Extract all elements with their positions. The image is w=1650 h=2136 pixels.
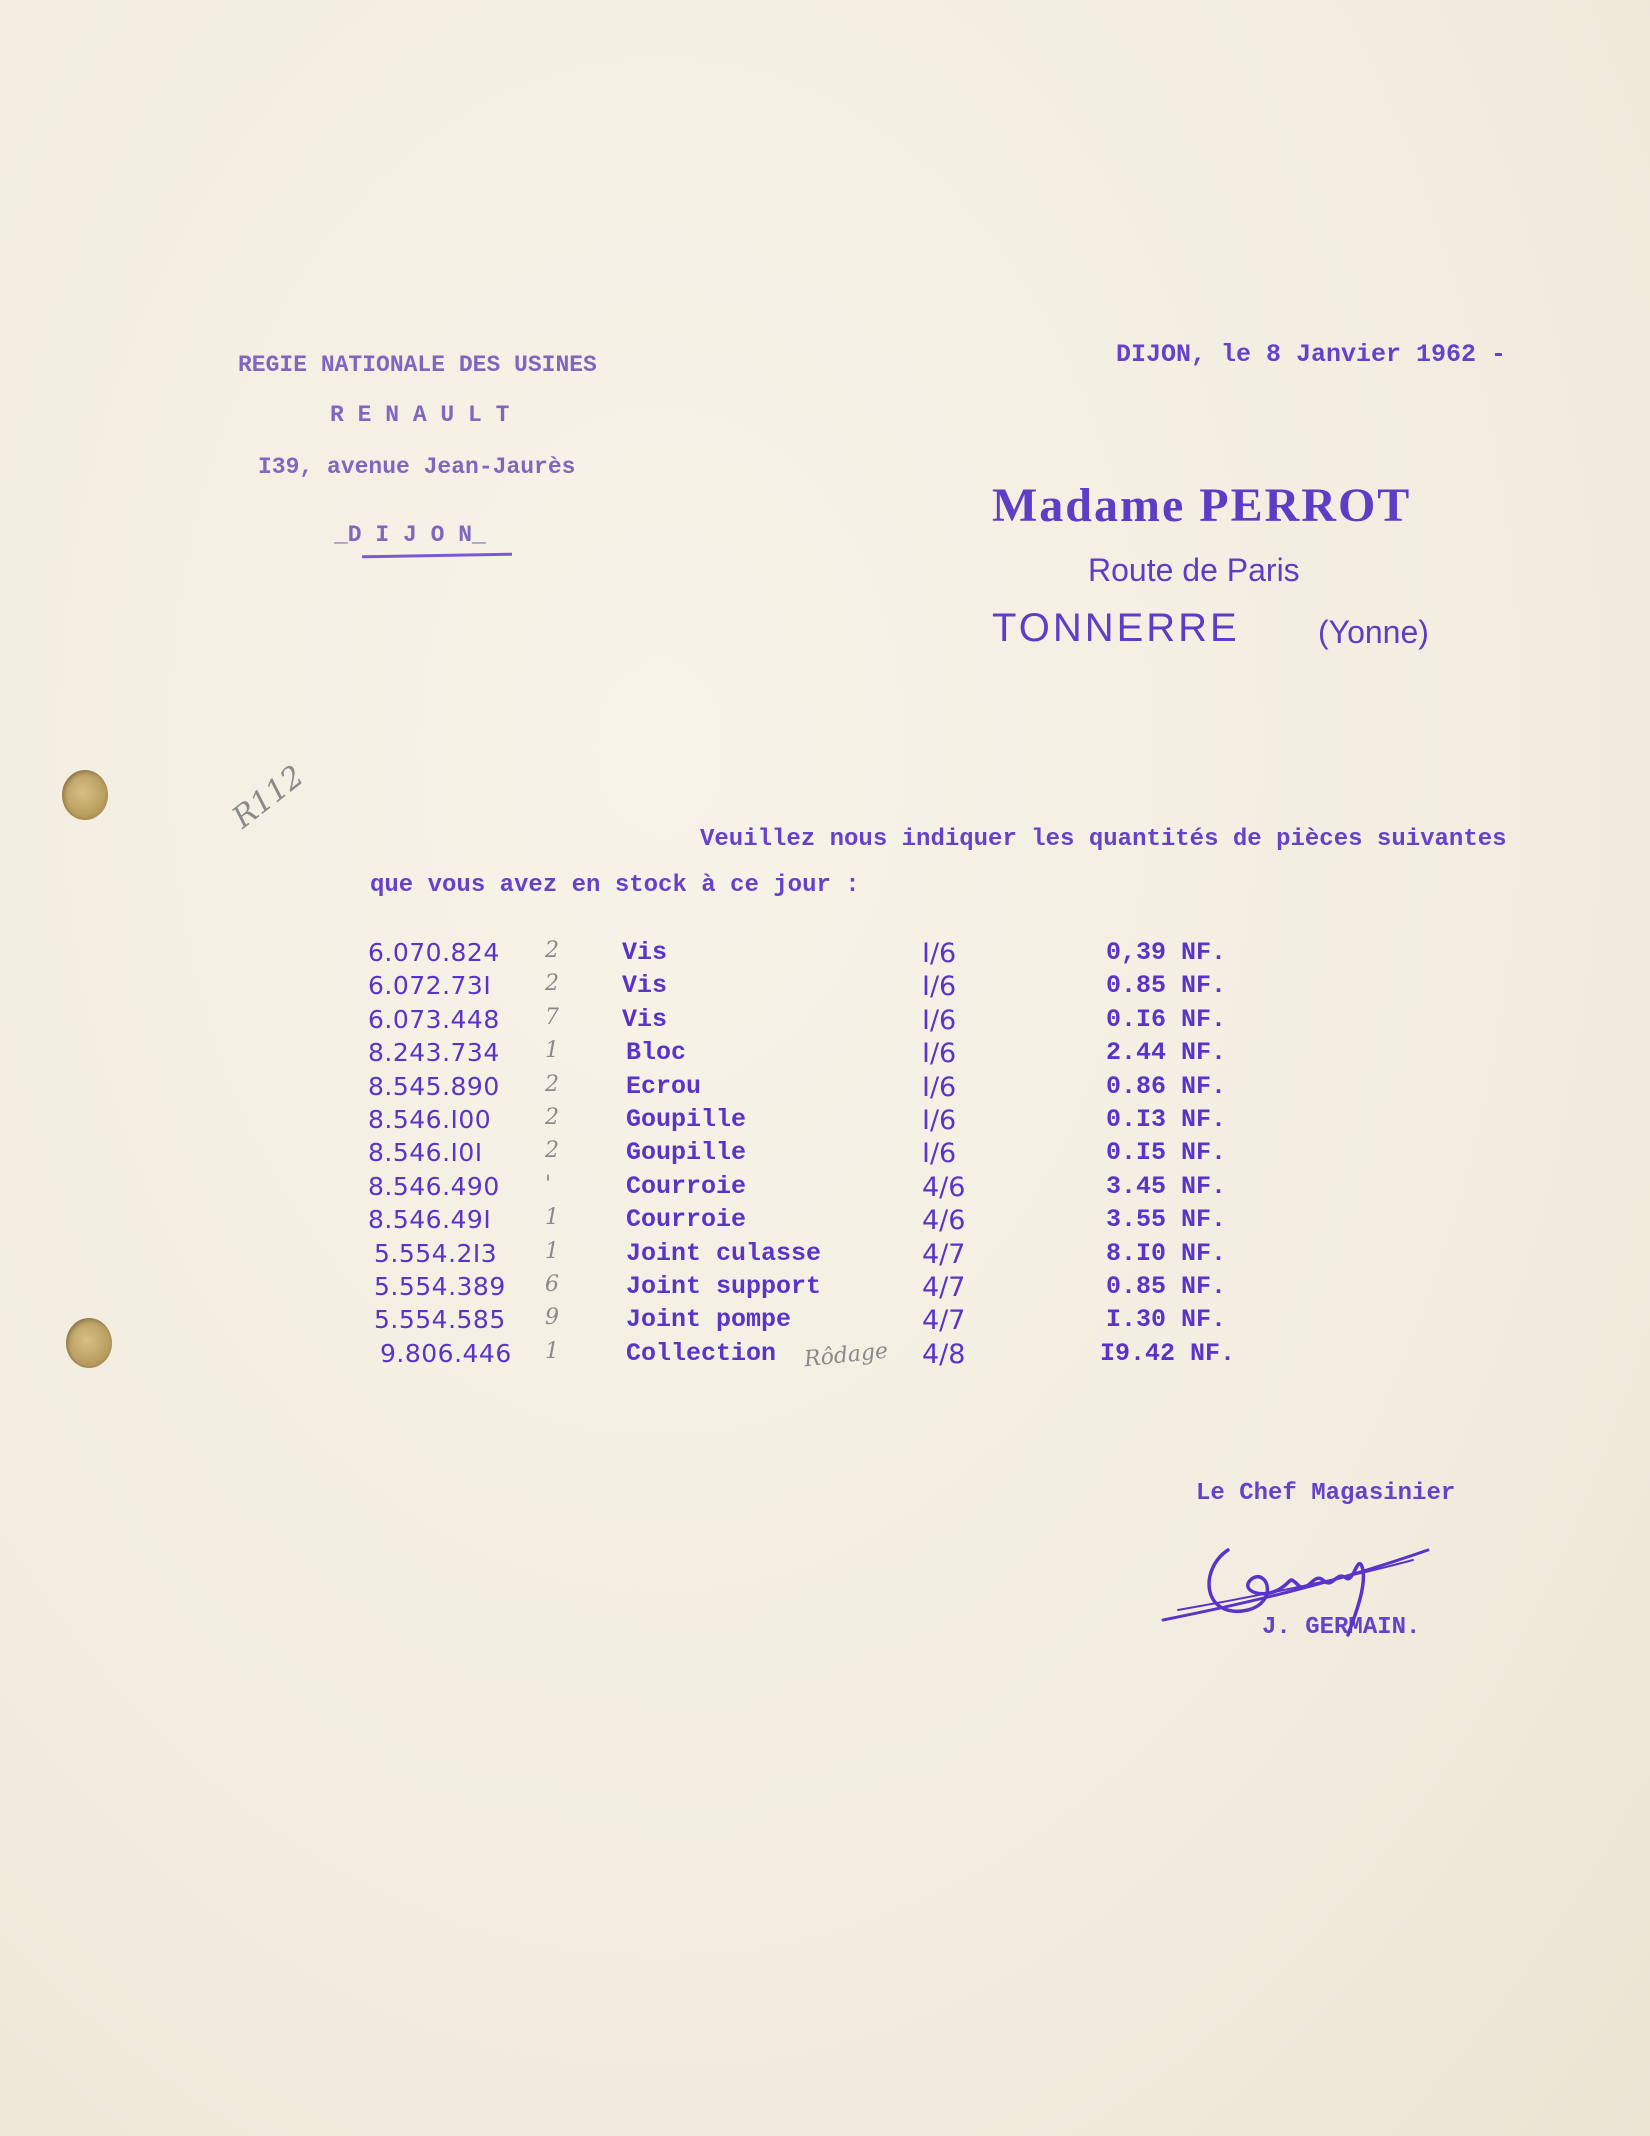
sender-address: I39, avenue Jean-Jaurès	[258, 454, 576, 480]
part-name: Vis	[622, 938, 668, 967]
pencil-quantity: 2	[545, 1105, 559, 1130]
part-price: 0.I6 NF.	[1106, 1004, 1227, 1034]
date-line: DIJON, le 8 Janvier 1962 -	[1116, 340, 1507, 369]
part-name: Courroie	[626, 1205, 747, 1235]
part-reference: 6.073.448	[368, 1004, 500, 1034]
part-name: Joint pompe	[626, 1305, 792, 1335]
punch-hole-top	[62, 770, 108, 820]
pencil-quantity: 2	[545, 938, 559, 963]
pencil-quantity: 7	[545, 1004, 559, 1030]
table-row	[0, 1038, 1650, 1071]
table-row	[0, 1005, 1650, 1038]
part-code: I/6	[922, 971, 957, 1003]
part-price: 0.85 NF.	[1106, 1272, 1227, 1301]
part-price: 0,39 NF.	[1106, 938, 1227, 967]
part-code: 4/6	[922, 1171, 966, 1203]
part-name: Ecrou	[626, 1071, 702, 1101]
part-price: 2.44 NF.	[1106, 1038, 1227, 1068]
addressee-city: TONNERRE	[992, 606, 1240, 650]
sender-city: _D I J O N_	[334, 522, 486, 548]
pencil-note: R112	[226, 758, 311, 836]
table-row	[0, 1272, 1650, 1305]
part-price: I9.42 NF.	[1100, 1338, 1236, 1368]
pencil-quantity: 2	[545, 971, 559, 997]
pencil-quantity: 1	[545, 1238, 559, 1264]
part-name: Vis	[622, 971, 668, 1001]
part-price: 3.45 NF.	[1106, 1171, 1227, 1201]
table-row	[0, 971, 1650, 1004]
part-name: Bloc	[626, 1038, 687, 1068]
part-price: 3.55 NF.	[1106, 1205, 1227, 1235]
part-code: 4/6	[922, 1205, 966, 1237]
part-reference: 5.554.389	[374, 1272, 506, 1301]
table-row	[0, 1339, 1650, 1372]
intro-line-2: que vous avez en stock à ce jour :	[370, 872, 860, 899]
table-row	[0, 1072, 1650, 1105]
intro-line-1: Veuillez nous indiquer les quantités de pièces suivantes	[700, 826, 1507, 853]
part-reference: 5.554.585	[374, 1305, 506, 1335]
part-name: Joint support	[626, 1272, 822, 1301]
part-reference: 8.546.I0I	[368, 1138, 483, 1168]
table-row	[0, 1105, 1650, 1138]
part-price: 8.I0 NF.	[1106, 1238, 1227, 1268]
signature-title: Le Chef Magasinier	[1196, 1480, 1456, 1507]
part-price: 0.86 NF.	[1106, 1071, 1227, 1101]
table-row	[0, 1305, 1650, 1338]
part-reference: 9.806.446	[380, 1338, 512, 1368]
table-row	[0, 1205, 1650, 1238]
part-code: 4/7	[922, 1272, 966, 1303]
part-price: 0.I3 NF.	[1106, 1105, 1227, 1134]
part-name: Goupille	[626, 1138, 747, 1168]
addressee-name: Madame PERROT	[992, 479, 1412, 532]
signature-name: J. GERMAIN.	[1262, 1614, 1421, 1641]
part-code: I/6	[922, 1105, 957, 1136]
part-reference: 8.243.734	[368, 1038, 500, 1068]
pencil-quantity: '	[545, 1171, 552, 1197]
table-row	[0, 1138, 1650, 1171]
part-code: I/6	[922, 938, 957, 969]
part-reference: 8.546.49I	[368, 1205, 492, 1235]
pencil-quantity: 1	[545, 1038, 559, 1064]
part-reference: 8.546.I00	[368, 1105, 492, 1134]
table-row	[0, 938, 1650, 971]
part-reference: 6.072.73I	[368, 971, 492, 1001]
part-name: Goupille	[626, 1105, 747, 1134]
part-reference: 6.070.824	[368, 938, 500, 967]
part-name: Joint culasse	[626, 1238, 822, 1268]
pencil-quantity: 2	[545, 1071, 559, 1097]
pencil-quantity: 9	[545, 1305, 559, 1331]
part-price: I.30 NF.	[1106, 1305, 1227, 1335]
part-code: I/6	[922, 1071, 957, 1103]
addressee-region: (Yonne)	[1318, 614, 1429, 650]
part-code: I/6	[922, 1138, 957, 1170]
pencil-quantity: 1	[545, 1205, 559, 1231]
part-reference: 8.546.490	[368, 1171, 500, 1201]
part-code: I/6	[922, 1038, 957, 1070]
sender-brand: R E N A U L T	[330, 402, 510, 428]
pencil-quantity: 1	[545, 1338, 559, 1364]
pencil-annotation: Rôdage	[802, 1338, 890, 1373]
part-code: 4/8	[922, 1338, 966, 1370]
part-code: 4/7	[922, 1305, 966, 1337]
part-price: 0.85 NF.	[1106, 971, 1227, 1001]
part-code: I/6	[922, 1004, 957, 1036]
pencil-quantity: 2	[545, 1138, 559, 1164]
part-name: Collection	[626, 1338, 777, 1368]
table-row	[0, 1172, 1650, 1205]
part-name: Courroie	[626, 1171, 747, 1201]
part-name: Vis	[622, 1004, 668, 1034]
addressee-street: Route de Paris	[1088, 552, 1300, 588]
part-price: 0.I5 NF.	[1106, 1138, 1227, 1168]
part-reference: 8.545.890	[368, 1071, 500, 1101]
part-reference: 5.554.2I3	[374, 1238, 498, 1268]
pencil-quantity: 6	[545, 1272, 559, 1297]
part-code: 4/7	[922, 1238, 966, 1270]
sender-company: REGIE NATIONALE DES USINES	[238, 352, 597, 378]
table-row	[0, 1239, 1650, 1272]
